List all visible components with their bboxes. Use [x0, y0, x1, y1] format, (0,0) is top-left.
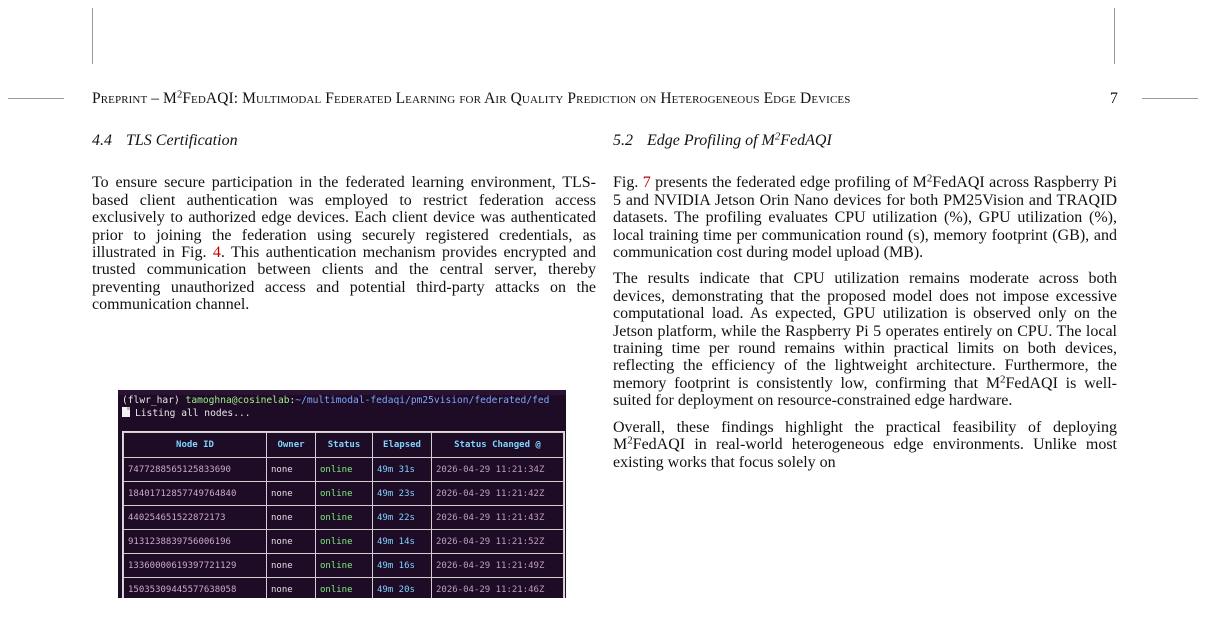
cell-elapsed: 49m 23s	[373, 482, 432, 506]
profiling-paragraph-3: Overall, these findings highlight the practical feasibility of deploying $M^2FedAQI$ in real-world heterogeneous edge environments. Unlike most existing works that focus solely on	[613, 418, 1117, 471]
col-node-id: Node ID	[124, 433, 267, 458]
cell-owner: none	[267, 578, 316, 599]
col-status: Status	[316, 433, 373, 458]
profiling-paragraph-2: The results indicate that CPU utilization remains moderate across both devices, demonstrating that the proposed model does not impose excessive computational load. As expected, GPU utilization is observed only on the Jetson platform, while the Raspberry Pi 5 operates entirely on CPU. The local training time per round remains within practical limits on both devices, reflecting the efficiency of the lightweight architecture. Furthermore, the memory footprint is consistently low, confirming that $M^2FedAQI$ is well-suited for deployment on resource-constrained edge hardware.	[613, 270, 1117, 410]
table-row	[124, 458, 564, 482]
cell-elapsed: 49m 16s	[373, 554, 432, 578]
cell-owner: none	[267, 530, 316, 554]
crop-mark-left	[8, 98, 64, 99]
section-heading-edge-profiling: 5.2 Edge Profiling of $M^2FedAQI$	[613, 130, 832, 149]
cell-status: online	[316, 530, 373, 554]
table-row	[124, 554, 564, 578]
cell-node-id: 440254651522872173	[124, 506, 267, 530]
cell-owner: none	[267, 554, 316, 578]
crop-mark-top-left	[92, 8, 93, 64]
cell-node-id: 15035309445577638058	[124, 578, 267, 599]
cell-owner: none	[267, 482, 316, 506]
crop-mark-top-right	[1114, 8, 1115, 64]
cell-elapsed: 49m 20s	[373, 578, 432, 599]
cell-status: online	[316, 482, 373, 506]
cell-elapsed: 49m 31s	[373, 458, 432, 482]
cell-status-changed: 2026-04-29 11:21:49Z	[432, 554, 564, 578]
table-row	[124, 530, 564, 554]
crop-mark-right	[1142, 98, 1198, 99]
col-status-changed: Status Changed @	[432, 433, 564, 458]
document-icon	[122, 407, 130, 417]
cell-node-id: 13360000619397721129	[124, 554, 267, 578]
cell-status-changed: 2026-04-29 11:21:52Z	[432, 530, 564, 554]
page-number: 7	[1109, 90, 1118, 107]
header-title: Preprint – $M^2FedAQI$: Multimodal Federated Learning for Air Quality Prediction on Heterogeneous Edge Devices	[92, 89, 851, 107]
figure-4-ref-link[interactable]: 4	[212, 244, 221, 262]
cell-status: online	[316, 554, 373, 578]
cell-status-changed: 2026-04-29 11:21:43Z	[432, 506, 564, 530]
cell-status-changed: 2026-04-29 11:21:34Z	[432, 458, 564, 482]
terminal-prompt: (flwr_har) tamoghna@cosinelab:~/multimodal-fedaqi/pm25vision/federated/fed	[122, 395, 550, 406]
cell-owner: none	[267, 506, 316, 530]
section-heading-tls: 4.4 TLS Certification	[92, 132, 238, 149]
cell-status-changed: 2026-04-29 11:21:46Z	[432, 578, 564, 599]
cell-status-changed: 2026-04-29 11:21:42Z	[432, 482, 564, 506]
cell-elapsed: 49m 22s	[373, 506, 432, 530]
node-table-header-row	[124, 433, 564, 458]
cell-status: online	[316, 506, 373, 530]
profiling-paragraph-1: Fig. 7 presents the federated edge profiling of $M^2FedAQI$ across Raspberry Pi 5 and NVIDIA Jetson Orin Nano devices for both PM25Vision and TRAQID datasets. The profiling evaluates CPU utilization (%), GPU utilization (%), local training time per communication round (s), memory footprint (GB), and communication cost during model upload (MB).	[613, 172, 1118, 262]
figure-7-ref-link[interactable]: 7	[642, 174, 651, 192]
cell-status: online	[316, 578, 373, 599]
cell-status: online	[316, 458, 373, 482]
node-table	[122, 431, 565, 598]
tls-paragraph: To ensure secure participation in the federated learning environment, TLS-based client authentication was employed to restrict federation access exclusively to authorized edge devices. Each client device was authenticated prior to joining the federation using securely registered credentials, as illustrated in Fig. 4. This authentication mechanism provides encrypted and trusted communication between clients and the central server, thereby preventing unauthorized access and potential third-party attacks on the communication channel.	[92, 174, 596, 314]
col-owner: Owner	[267, 433, 316, 458]
running-header	[92, 90, 1118, 108]
cell-elapsed: 49m 14s	[373, 530, 432, 554]
right-column	[613, 132, 1117, 480]
col-elapsed: Elapsed	[373, 433, 432, 458]
terminal-screenshot-figure	[118, 390, 566, 598]
cell-owner: none	[267, 458, 316, 482]
left-column	[92, 132, 596, 323]
table-row	[124, 482, 564, 506]
cell-node-id: 7477288565125833690	[124, 458, 267, 482]
table-row	[124, 506, 564, 530]
terminal-listing-line: Listing all nodes...	[118, 407, 566, 420]
cell-node-id: 18401712857749764840	[124, 482, 267, 506]
cell-node-id: 9131238839756006196	[124, 530, 267, 554]
table-row	[124, 578, 564, 599]
